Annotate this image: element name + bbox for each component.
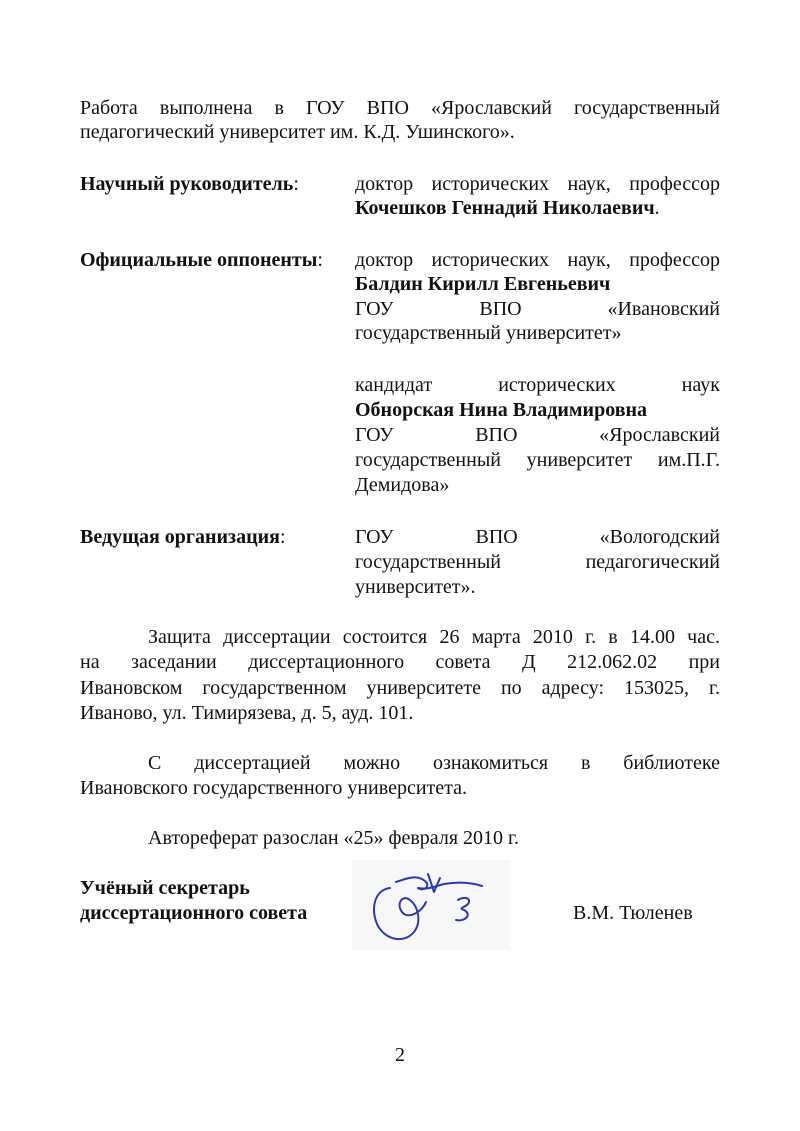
opponent-2-org-line-2: государственный университет им.П.Г. xyxy=(355,449,720,471)
opponents-label xyxy=(80,248,323,272)
supervisor-label-text: Научный руководитель xyxy=(80,173,294,195)
opponent-2-org-line-3: Демидова» xyxy=(355,474,450,496)
sent-date: Автореферат разослан «25» февраля 2010 г. xyxy=(148,827,519,849)
leading-org-label xyxy=(80,525,286,549)
leading-org-line-1: ГОУ ВПО «Вологодский xyxy=(355,526,720,548)
secretary-title-2: диссертационного совета xyxy=(80,902,308,924)
opponent-1-org-line-1: ГОУ ВПО «Ивановский xyxy=(355,298,720,320)
signature-strokes xyxy=(374,874,482,939)
defense-line-2: на заседании диссертационного совета Д 212.062.02 при xyxy=(80,651,720,673)
intro-line-2: педагогический университет им. К.Д. Ушинского». xyxy=(80,121,515,143)
library-line-2: Ивановского государственного университета. xyxy=(80,777,468,799)
library-line-1: С диссертацией можно ознакомиться в библиотеке xyxy=(148,752,720,774)
page-number: 2 xyxy=(395,1044,405,1066)
leading-org-label-text: Ведущая организация xyxy=(80,526,280,548)
signature-scribble xyxy=(352,860,510,950)
supervisor-label-colon: : xyxy=(293,173,299,195)
supervisor-name-period: . xyxy=(654,197,660,219)
supervisor-label xyxy=(80,172,299,196)
leading-org-label-colon: : xyxy=(279,526,286,548)
supervisor-degree: доктор исторических наук, профессор xyxy=(355,173,720,195)
opponents-label-text: Официальные оппоненты xyxy=(80,249,318,271)
secretary-title-1: Учёный секретарь xyxy=(80,877,250,899)
secretary-name: В.М. Тюленев xyxy=(573,902,693,924)
opponent-1-org-line-2: государственный университет» xyxy=(355,322,622,344)
leading-org-line-3: университет». xyxy=(355,576,476,598)
opponent-1-name: Балдин Кирилл Евгеньевич xyxy=(355,273,611,295)
defense-line-4: Иваново, ул. Тимирязева, д. 5, ауд. 101. xyxy=(80,702,414,724)
opponent-2-degree: кандидат исторических наук xyxy=(355,374,720,396)
defense-line-1: Защита диссертации состоится 26 марта 2010 г. в 14.00 час. xyxy=(148,626,720,648)
opponent-1-degree: доктор исторических наук, профессор xyxy=(355,249,720,271)
defense-line-3: Ивановском государственном университете по адресу: 153025, г. xyxy=(80,677,720,699)
intro-line-1: Работа выполнена в ГОУ ВПО «Ярославский государственный xyxy=(80,97,720,119)
supervisor-name xyxy=(355,196,720,220)
opponents-label-colon: : xyxy=(317,249,323,271)
leading-org-line-2: государственный педагогический xyxy=(355,551,720,573)
opponent-2-name: Обнорская Нина Владимировна xyxy=(355,399,648,421)
opponent-2-org-line-1: ГОУ ВПО «Ярославский xyxy=(355,424,720,446)
signature xyxy=(352,860,510,950)
supervisor-name-text: Кочешков Геннадий Николаевич xyxy=(355,197,655,219)
